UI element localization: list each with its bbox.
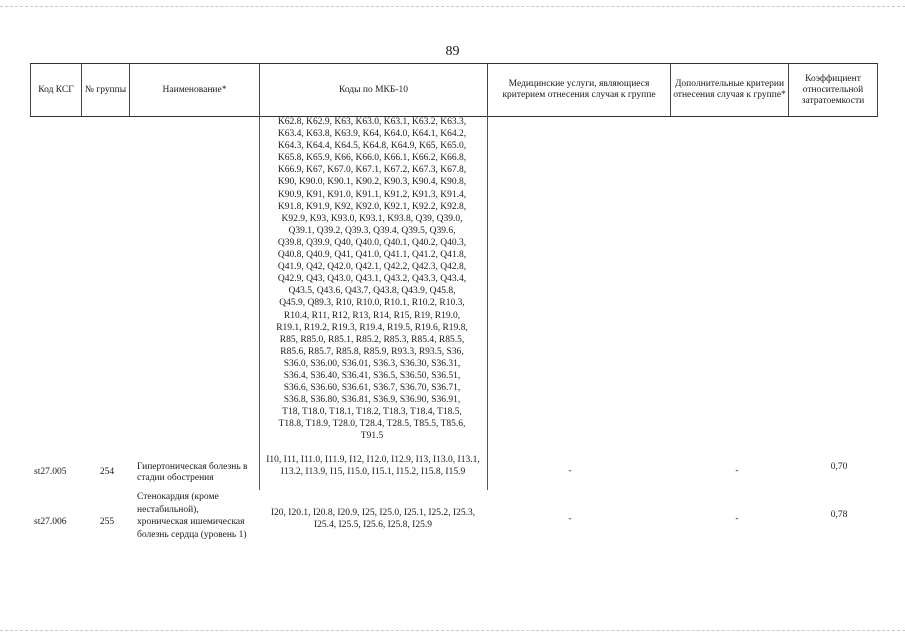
code-line: S36.8, S36.80, S36.81, S36.9, S36.90, S36.91, (283, 395, 461, 406)
code-line: S36.6, S36.60, S36.61, S36.7, S36.70, S36.71, (283, 383, 461, 394)
code-line: R85, R85.0, R85.1, R85.2, R85.3, R85.4, R85.5, (279, 334, 465, 345)
row-services: - (568, 514, 572, 524)
row-coefficient: 0,78 (830, 510, 848, 520)
header-coefficient: Коэффициент относительной затратоемкости (788, 64, 878, 116)
code-line: K66.9, K67, K67.0, K67.1, K67.2, K67.3, K67.8, (277, 165, 467, 176)
code-line: K90, K90.0, K90.1, K90.2, K90.3, K90.4, K90.8, (277, 177, 467, 188)
code-line: K63.4, K63.8, K63.9, K64, K64.0, K64.1, K64.2, (277, 129, 467, 140)
code-line: S36.0, S36.00, S36.01, S36.3, S36.30, S36.31, (283, 358, 461, 369)
row-icd-codes: I20, I20.1, I20.8, I20.9, I25, I25.0, I25.1, I25.2, I25.3, I25.4, I25.5, I25.6, I25.8, I25.9 (270, 508, 476, 530)
code-line: K90.9, K91, K91.0, K91.1, K91.2, K91.3, K91.4, (277, 189, 467, 200)
row-coefficient: 0,70 (830, 462, 848, 472)
row-extra-criteria: - (735, 514, 739, 524)
code-line: T18.8, T18.9, T28.0, T28.4, T28.5, T85.5, T85.6, (278, 419, 466, 430)
code-line: K65.8, K65.9, K66, K66.0, K66.1, K66.2, K66.8, (277, 153, 467, 164)
row-extra-criteria: - (735, 466, 739, 476)
code-line: Q41.9, Q42, Q42.0, Q42.1, Q42.2, Q42.3, Q42.8, (277, 262, 467, 273)
code-line: T91.5 (360, 431, 384, 442)
code-line: Q45.9, Q89.3, R10, R10.0, R10.1, R10.2, R10.3, (279, 298, 465, 309)
code-line: K91.8, K91.9, K92, K92.0, K92.1, K92.2, K92.8, (277, 201, 467, 212)
row-icd-codes: I10, I11, I11.0, I11.9, I12, I12.0, I12.9, I13, I13.0, I13.1, I13.2, I13.9, I15, I15.0, I15.1, I15.2, I15.8, I15.9 (266, 455, 480, 477)
page-number: 89 (445, 44, 460, 59)
code-line: Q42.9, Q43, Q43.0, Q43.1, Q43.2, Q43.3, Q43.4, (277, 274, 467, 285)
scan-top-edge (0, 6, 905, 8)
header-icd-codes: Коды по МКБ-10 (259, 64, 487, 116)
code-line: Q39.8, Q39.9, Q40, Q40.0, Q40.1, Q40.2, Q40.3, (277, 237, 467, 248)
row-group-no: 255 (99, 517, 115, 527)
row-ksg-code: st27.005 (34, 467, 67, 477)
code-line: R19.1, R19.2, R19.3, R19.4, R19.5, R19.6, R19.8, (276, 322, 468, 333)
row-ksg-code: st27.006 (34, 517, 67, 527)
column-line (487, 115, 488, 490)
row-name: Стенокардия (кроме нестабильной), хроническая ишемическая болезнь сердца (уровень 1) (137, 492, 247, 540)
table-header (30, 63, 878, 117)
header-services: Медицинские услуги, являющиеся критерием отнесения случая к группе (487, 64, 670, 116)
code-line: Q39.1, Q39.2, Q39.3, Q39.4, Q39.5, Q39.6, (288, 225, 456, 236)
code-line: K92.9, K93, K93.0, K93.1, K93.8, Q39, Q39.0, (281, 213, 463, 224)
code-line: R10.4, R11, R12, R13, R14, R15, R19, R19.0, (283, 310, 461, 321)
code-line: Q43.5, Q43.6, Q43.7, Q43.8, Q43.9, Q45.8, (288, 286, 456, 297)
code-line: K62.8, K62.9, K63, K63.0, K63.1, K63.2, K63.3, (277, 117, 467, 127)
code-line: Q40.8, Q40.9, Q41, Q41.0, Q41.1, Q41.2, Q41.8, (277, 250, 467, 261)
row-name: Гипертоническая болезнь в стадии обострения (137, 462, 248, 483)
code-line: T18, T18.0, T18.1, T18.2, T18.3, T18.4, T18.5, (282, 407, 462, 418)
header-group-no: № группы (81, 64, 129, 116)
code-line: S36.4, S36.40, S36.41, S36.5, S36.50, S36.51, (283, 370, 461, 381)
row-services: - (568, 466, 572, 476)
code-line: K64.3, K64.4, K64.5, K64.8, K64.9, K65, K65.0, (277, 141, 467, 152)
scan-bottom-edge (0, 630, 905, 632)
row-group-no: 254 (99, 467, 115, 477)
header-name: Наименование* (129, 64, 259, 116)
continued-codes-list (259, 116, 485, 443)
code-line: R85.6, R85.7, R85.8, R85.9, R93.3, R93.5, S36, (280, 346, 464, 357)
header-extra-criteria: Дополнительные критерии отнесения случая к группе* (670, 64, 788, 116)
header-ksg-code: Код КСГ (30, 64, 81, 116)
